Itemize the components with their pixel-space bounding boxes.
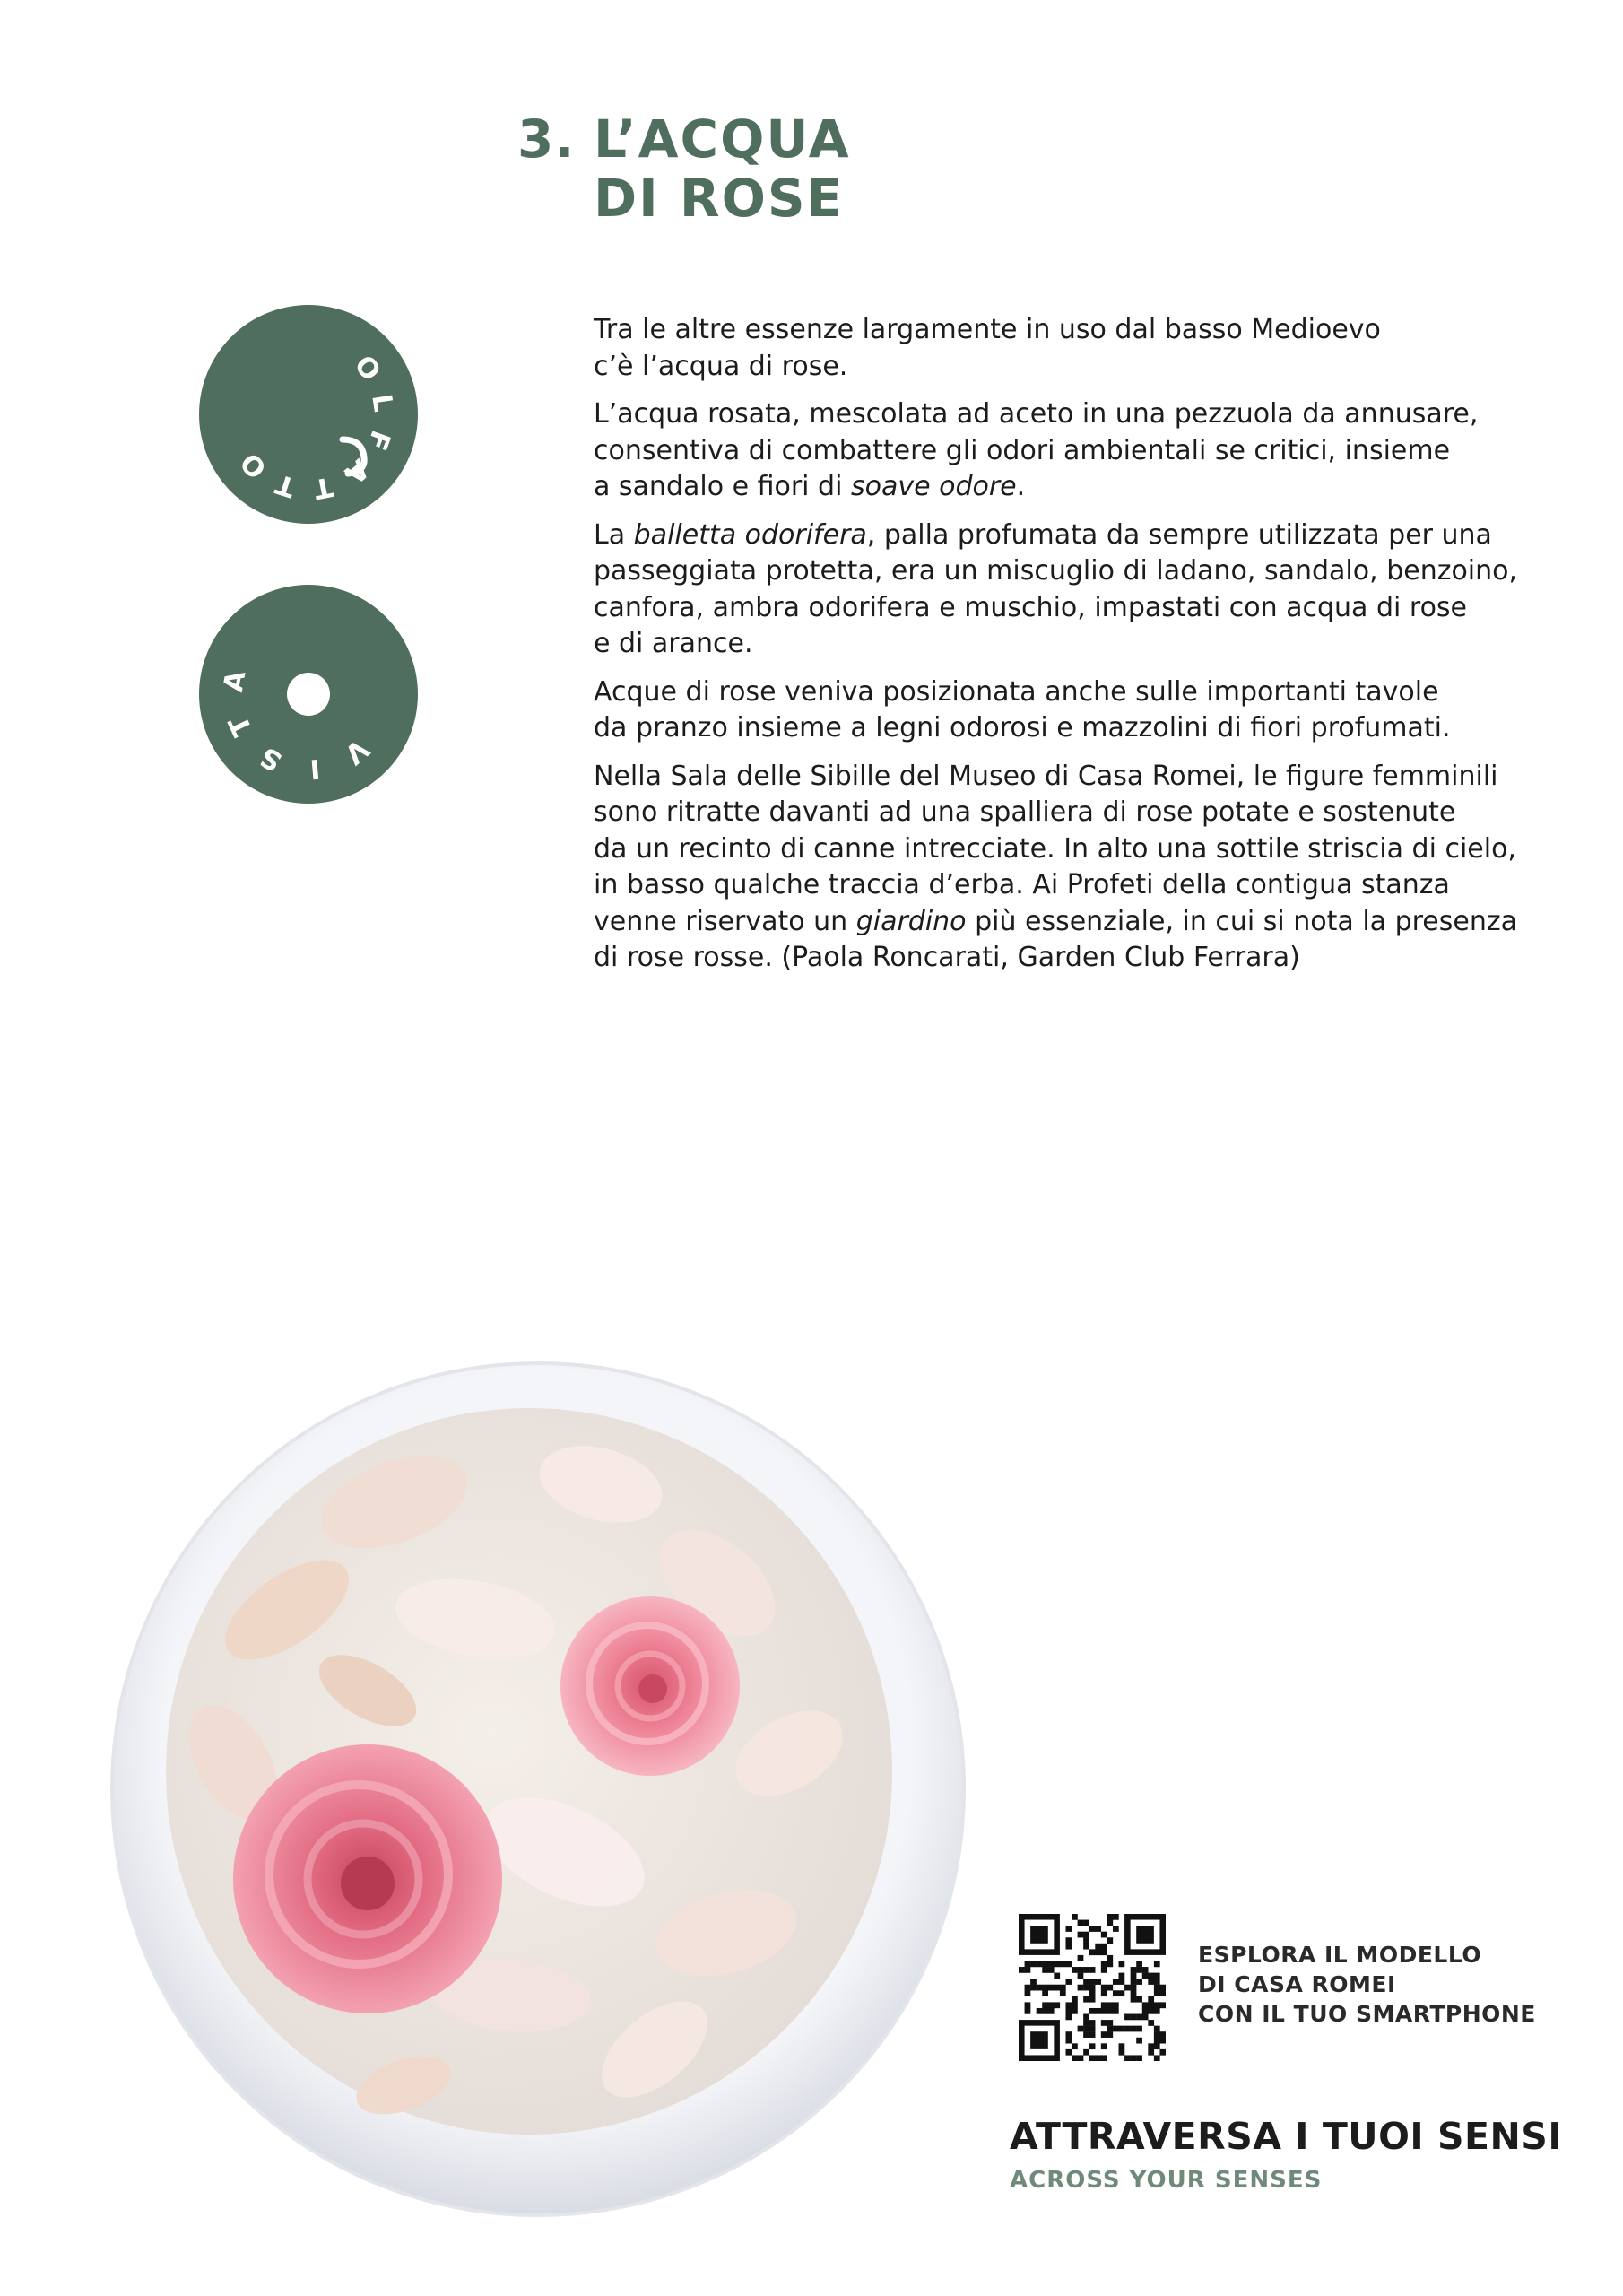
qr-caption <box>1198 1940 1536 2029</box>
small-rose <box>560 1596 740 1776</box>
italic-phrase: balletta odorifera <box>633 518 867 551</box>
text-line: da pranzo insieme a legni odorosi e mazzolini di fiori profumati. <box>594 712 1451 744</box>
italic-phrase: giardino <box>855 905 967 937</box>
text-line: passeggiata protetta, era un miscuglio di ladano, sandalo, benzoino, <box>594 555 1518 587</box>
paragraph-4 <box>594 674 1526 747</box>
badge-letter: L <box>365 392 399 414</box>
section-title <box>594 109 851 228</box>
qr-caption-line: DI CASA ROMEI <box>1198 1971 1396 1997</box>
section-title-line-1: L’ACQUA <box>594 109 851 170</box>
text-line: canfora, ambra odorifera e muschio, impastati con acqua di rose <box>594 591 1468 623</box>
badge-letter: T <box>310 470 335 505</box>
text-line: Nella Sala delle Sibille del Museo di Casa Romei, le figure femminili <box>594 760 1498 792</box>
paragraph-3 <box>594 517 1526 663</box>
badge-letter: S <box>255 740 288 778</box>
qr-caption-line: ESPLORA IL MODELLO <box>1198 1942 1482 1968</box>
text-line: e di arance. <box>594 628 753 659</box>
text-line: in basso qualche traccia d’erba. Ai Profeti della contigua stanza <box>594 869 1450 900</box>
text-run: La <box>594 518 634 551</box>
qr-caption-line: CON IL TUO SMARTPHONE <box>1198 2001 1536 2027</box>
bowl-illustration <box>99 1350 977 2229</box>
text-line: da un recinto di canne intrecciate. In alto una sottile striscia di cielo, <box>594 832 1516 865</box>
large-rose <box>233 1744 502 2013</box>
article-body <box>594 312 1526 988</box>
paragraph-1 <box>594 312 1526 385</box>
italic-phrase: soave odore <box>850 471 1017 502</box>
badge-letter: T <box>222 710 259 741</box>
badge-letter: F <box>360 426 396 455</box>
text-line: di rose rosse. (Paola Roncarati, Garden Club Ferrara) <box>594 942 1300 973</box>
text-line: Tra le altre essenze largamente in uso dal basso Medioevo <box>594 314 1381 345</box>
badge-letter: O <box>234 446 273 484</box>
rose-water-bowl-photo <box>99 1350 977 2232</box>
badge-letter: O <box>347 350 387 387</box>
badge-letter: V <box>338 732 375 770</box>
qr-code-graphic <box>1019 1914 1166 2061</box>
badge-letter: A <box>217 668 253 695</box>
text-line: L’acqua rosata, mescolata ad aceto in una pezzuola da annusare, <box>594 398 1479 430</box>
badge-letter: I <box>308 752 322 785</box>
text-run: . <box>1016 471 1026 502</box>
badge-letter: T <box>272 467 299 503</box>
text-line: consentiva di combattere gli odori ambientali se critici, insieme <box>594 434 1451 466</box>
text-run: , palla profumata da sempre utilizzata per una <box>866 518 1492 551</box>
text-line <box>594 904 1526 941</box>
text-line <box>594 517 1526 554</box>
section-title-line-2: DI ROSE <box>594 168 845 229</box>
vista-badge-graphic <box>199 585 418 804</box>
text-line: Acque di rose veniva posizionata anche sulle importanti tavole <box>594 675 1439 708</box>
footer-tagline: ATTRAVERSA I TUOI SENSI <box>1010 2115 1563 2158</box>
text-run: più essenziale, in cui si nota la presenza <box>966 905 1517 937</box>
section-number: 3. <box>517 109 576 170</box>
text-run: venne riservato un <box>594 905 856 937</box>
text-line: sono ritratte davanti ad una spalliera di rose potate e sostenute <box>594 796 1456 828</box>
sense-badge-olfatto <box>199 305 418 524</box>
sense-badge-vista <box>199 585 418 804</box>
olfatto-badge-graphic <box>199 305 418 524</box>
footer-subtagline: ACROSS YOUR SENSES <box>1010 2167 1323 2194</box>
text-line <box>594 469 1526 506</box>
eye-icon <box>287 673 330 716</box>
paragraph-5 <box>594 759 1526 977</box>
qr-code[interactable] <box>1019 1914 1166 2061</box>
badge-letter: A <box>338 452 376 491</box>
text-line: c’è l’acqua di rose. <box>594 350 848 382</box>
text-run: a sandalo e fiori di <box>594 471 851 502</box>
paragraph-2 <box>594 396 1526 506</box>
